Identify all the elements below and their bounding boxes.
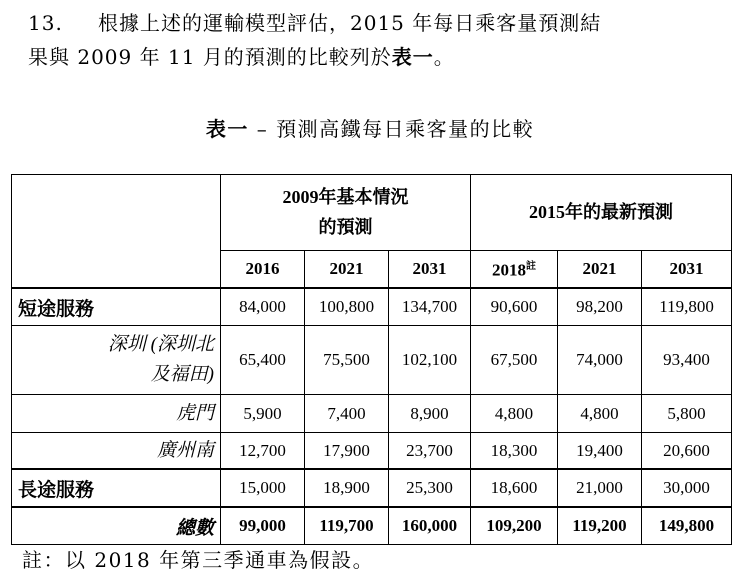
paragraph-line2-pre: 果與 2009 年 11 月的預測的比較列於 <box>28 45 392 69</box>
header-group-row <box>12 175 732 251</box>
caption-table-label: 表一 <box>205 117 249 141</box>
cell-value: 18,600 <box>471 469 558 507</box>
year-2009-2031: 2031 <box>389 250 471 288</box>
cell-value: 19,400 <box>558 433 642 470</box>
row-label-humen: 虎門 <box>12 395 221 433</box>
cell-value: 17,900 <box>305 433 389 470</box>
cell-total-value: 109,200 <box>471 507 558 545</box>
cell-value: 98,200 <box>558 288 642 326</box>
cell-value: 25,300 <box>389 469 471 507</box>
table-row <box>12 288 732 326</box>
cell-value: 100,800 <box>305 288 389 326</box>
table-row <box>12 395 732 433</box>
year-2018-text: 2018 <box>492 260 527 280</box>
cell-value: 5,900 <box>221 395 305 433</box>
footnote: 註：以 2018 年第三季通車為假設。 <box>22 548 375 572</box>
cell-value: 119,800 <box>642 288 732 326</box>
paragraph-line2-post: 。 <box>433 45 455 69</box>
year-2009-2016: 2016 <box>221 250 305 288</box>
note-mark: 註 <box>526 261 537 272</box>
table-row-total <box>12 507 732 545</box>
cell-total-value: 119,700 <box>305 507 389 545</box>
cell-value: 74,000 <box>558 326 642 395</box>
cell-value: 15,000 <box>221 469 305 507</box>
cell-value: 84,000 <box>221 288 305 326</box>
row-label-long-haul: 長途服務 <box>12 469 221 507</box>
table-row <box>12 469 732 507</box>
cell-value: 134,700 <box>389 288 471 326</box>
header-2009-line1: 2009年基本情況 <box>282 187 409 208</box>
cell-value: 21,000 <box>558 469 642 507</box>
table-row <box>12 433 732 470</box>
caption-text: – 預測高鐵每日乘客量的比較 <box>248 117 535 141</box>
cell-value: 65,400 <box>221 326 305 395</box>
year-2015-2031: 2031 <box>642 250 732 288</box>
row-label-guangzhou-south: 廣州南 <box>12 433 221 470</box>
cell-total-value: 149,800 <box>642 507 732 545</box>
header-2009-forecast <box>221 175 471 251</box>
paragraph-table-ref: 表一 <box>391 45 434 69</box>
header-2009-line2: 的預測 <box>318 217 373 238</box>
cell-value: 4,800 <box>471 395 558 433</box>
table-row <box>12 326 732 395</box>
year-2015-2021: 2021 <box>558 250 642 288</box>
row-label-total: 總數 <box>12 507 221 545</box>
cell-value: 7,400 <box>305 395 389 433</box>
cell-value: 8,900 <box>389 395 471 433</box>
shenzhen-label-line1: 深圳 (深圳北 <box>107 334 214 355</box>
cell-value: 90,600 <box>471 288 558 326</box>
row-label-short-haul: 短途服務 <box>12 288 221 326</box>
cell-value: 18,900 <box>305 469 389 507</box>
paragraph-13 <box>28 6 728 74</box>
cell-total-value: 99,000 <box>221 507 305 545</box>
header-empty-cell <box>12 175 221 289</box>
paragraph-number: 13. <box>28 11 63 35</box>
cell-value: 20,600 <box>642 433 732 470</box>
header-2015-forecast: 2015年的最新預測 <box>471 175 732 251</box>
cell-value: 12,700 <box>221 433 305 470</box>
forecast-comparison-table <box>11 174 732 545</box>
cell-value: 18,300 <box>471 433 558 470</box>
cell-value: 4,800 <box>558 395 642 433</box>
shenzhen-label-line2: 及福田) <box>150 364 214 385</box>
row-label-shenzhen <box>12 326 221 395</box>
cell-total-value: 160,000 <box>389 507 471 545</box>
cell-value: 30,000 <box>642 469 732 507</box>
table-caption <box>0 113 740 142</box>
cell-value: 93,400 <box>642 326 732 395</box>
year-2009-2021: 2021 <box>305 250 389 288</box>
cell-value: 102,100 <box>389 326 471 395</box>
cell-value: 23,700 <box>389 433 471 470</box>
cell-total-value: 119,200 <box>558 507 642 545</box>
cell-value: 67,500 <box>471 326 558 395</box>
cell-value: 5,800 <box>642 395 732 433</box>
paragraph-line1: 根據上述的運輸模型評估，2015 年每日乘客量預測結 <box>98 11 602 35</box>
cell-value: 75,500 <box>305 326 389 395</box>
year-2015-2018 <box>471 250 558 288</box>
